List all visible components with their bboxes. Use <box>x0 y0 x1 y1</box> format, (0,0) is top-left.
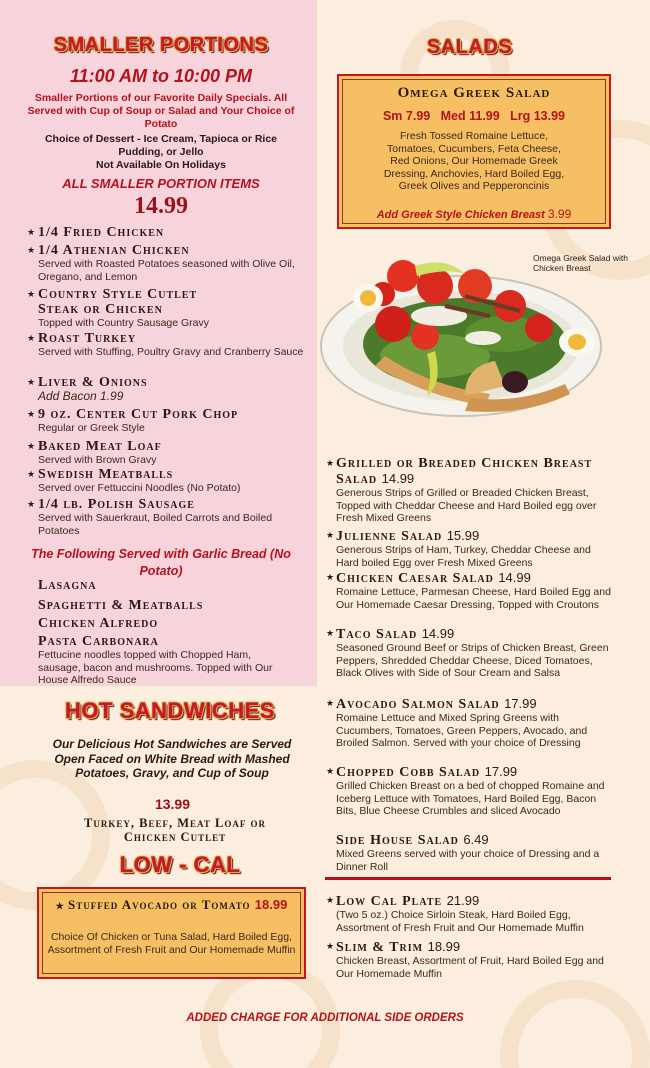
star-icon: ★ <box>326 530 335 540</box>
greek-salad-name: Omega Greek Salad <box>397 85 551 101</box>
list-item: ★ Liver & Onions Add Bacon 1.99 <box>27 375 148 403</box>
star-icon: ★ <box>27 245 36 255</box>
list-item: Spaghetti & Meatballs <box>38 598 204 613</box>
star-icon: ★ <box>326 628 335 638</box>
smaller-items-list <box>0 225 317 539</box>
star-icon: ★ <box>326 698 335 708</box>
star-icon: ★ <box>27 333 36 343</box>
star-icon: ★ <box>27 409 36 419</box>
smaller-portions-title: SMALLER PORTIONS <box>53 34 269 56</box>
stuffed-avocado-name: Stuffed Avocado or Tomato <box>67 897 251 912</box>
greek-salad-addon-price: 3.99 <box>547 207 572 221</box>
garlic-bread-heading: The Following Served with Garlic Bread (No Potato) <box>31 547 291 578</box>
greek-salad-box <box>337 74 611 229</box>
greek-salad-sizes: Sm 7.99 Med 11.99 Lrg 13.99 <box>382 109 566 123</box>
stuffed-avocado-description: Choice Of Chicken or Tuna Salad, Hard Boiled Egg, Assortment of Fresh Fruit and Our Homemade Muffin <box>47 931 296 956</box>
list-item: ★ 1/4 Athenian Chicken Served with Roasted Potatoes seasoned with Olive Oil, Oregano, and Lemon <box>27 243 295 283</box>
decorative-swirl <box>500 980 650 1068</box>
list-item: ★ Roast Turkey Served with Stuffing, Poultry Gravy and Cranberry Sauce <box>27 331 304 358</box>
carbonara-description: Fettucine noodles topped with Chopped Ham, sausage, bacon and mushrooms. Topped with Our House Alfredo Sauce <box>38 649 273 686</box>
low-cal-items-list <box>317 893 650 980</box>
list-item: ★ Baked Meat Loaf Served with Brown Gravy <box>27 439 162 466</box>
list-item: ★ Chopped Cobb Salad 17.99 Grilled Chicken Breast on a bed of chopped Romaine and Iceberg Lettuce with Tomatoes, Hard Boiled Egg, Bacon Bits, Blue Cheese Crumbles and sliced Avocado <box>326 764 605 817</box>
greek-salad-description: Fresh Tossed Romaine Lettuce, Tomatoes, Cucumbers, Feta Cheese, Red Onions, Our Homemade Greek Dressing, Anchovies, Hard Boiled Egg, Greek Olives and Pepperoncinis <box>383 130 565 192</box>
footer-notice: ADDED CHARGE FOR ADDITIONAL SIDE ORDERS <box>186 1012 464 1024</box>
dessert-choice: Choice of Dessert - Ice Cream, Tapioca or Rice Pudding, or Jello <box>44 133 278 158</box>
list-item: ★ Grilled or Breaded Chicken Breast Salad 14.99 Generous Strips of Grilled or Breaded Chicken Breast, Topped with Cheddar Cheese and Hard Boiled egg over Fresh Mixed Greens <box>326 456 597 524</box>
star-icon: ★ <box>326 572 335 582</box>
list-item: ★ 1/4 lb. Polish Sausage Served with Sauerkraut, Boiled Carrots and Boiled Potatoes <box>27 497 273 537</box>
all-items-label: ALL SMALLER PORTION ITEMS <box>62 176 260 191</box>
not-available-notice: Not Available On Holidays <box>96 159 226 171</box>
star-icon: ★ <box>326 766 335 776</box>
star-icon: ★ <box>27 227 36 237</box>
star-icon: ★ <box>27 377 36 387</box>
photo-caption: Omega Greek Salad with Chicken Breast <box>533 253 628 273</box>
stuffed-avocado-box <box>37 887 306 979</box>
list-item: ★ Taco Salad 14.99 Seasoned Ground Beef or Strips of Chicken Breast, Green Peppers, Shredded Cheddar Cheese, Diced Tomatoes, Black Olives with Side of Sour Cream and Salsa <box>326 626 609 679</box>
stuffed-avocado-price: 18.99 <box>254 897 288 912</box>
star-icon: ★ <box>326 895 335 905</box>
smaller-intro: Smaller Portions of our Favorite Daily Specials. All Served with Cup of Soup or Salad and Your Choice of Potato <box>27 92 295 130</box>
list-item: Pasta Carbonara <box>38 634 159 649</box>
star-icon: ★ <box>326 941 335 951</box>
list-item: ★ Swedish Meatballs Served over Fettuccini Noodles (No Potato) <box>27 467 241 494</box>
star-icon: ★ <box>27 441 36 451</box>
hours: 11:00 AM to 10:00 PM <box>69 66 253 86</box>
star-icon: ★ <box>27 469 36 479</box>
list-item: Lasagna <box>38 578 97 593</box>
list-item: ★ Chicken Caesar Salad 14.99 Romaine Lettuce, Parmesan Cheese, Hard Boiled Egg and Our Homemade Caesar Dressing, Topped with Croutons <box>326 570 611 611</box>
star-icon: ★ <box>27 499 36 509</box>
greek-salad-addon: Add Greek Style Chicken Breast <box>376 209 545 221</box>
salads-title: SALADS <box>426 36 513 58</box>
hot-sandwiches-description: Our Delicious Hot Sandwiches are Served Open Faced on White Bread with Mashed Potatoes, Gravy, and Cup of Soup <box>52 737 292 780</box>
list-item: ★ Julienne Salad 15.99 Generous Strips of Ham, Turkey, Cheddar Cheese and Hard boiled Egg over Fresh Mixed Greens <box>326 528 591 569</box>
hot-sandwiches-items: Turkey, Beef, Meat Loaf or Chicken Cutlet <box>84 816 266 844</box>
salad-items-list <box>317 456 650 872</box>
low-cal-title: LOW - CAL <box>119 852 241 877</box>
hot-sandwiches-price: 13.99 <box>154 796 191 812</box>
star-icon: ★ <box>55 901 68 911</box>
divider <box>325 877 611 880</box>
hot-sandwiches-title: HOT SANDWICHES <box>65 698 275 723</box>
list-item: ★ 1/4 Fried Chicken <box>27 225 165 240</box>
list-item: ★ 9 oz. Center Cut Pork Chop Regular or Greek Style <box>27 407 239 434</box>
list-item: ★ Country Style Cutlet Steak or Chicken Topped with Country Sausage Gravy <box>27 287 210 329</box>
garlic-items-list <box>38 578 308 687</box>
list-item: ★ Avocado Salmon Salad 17.99 Romaine Lettuce and Mixed Spring Greens with Cucumbers, Tomatoes, Green Peppers, Avocado, and Broiled Salmon. Served with your choice of Dressing <box>326 696 588 749</box>
star-icon: ★ <box>326 458 335 468</box>
list-item: ★ Slim & Trim 18.99 Chicken Breast, Assortment of Fruit, Hard Boiled Egg and Our Homemade Muffin <box>326 939 604 980</box>
greek-salad-photo <box>315 246 615 436</box>
list-item: Chicken Alfredo <box>38 616 159 631</box>
list-item: ★ Low Cal Plate 21.99 (Two 5 oz.) Choice Sirloin Steak, Hard Boiled Egg, Assortment of Fresh Fruit and Our Homemade Muffin <box>326 893 584 934</box>
smaller-price: 14.99 <box>134 193 188 219</box>
list-item: Side House Salad 6.49 Mixed Greens served with your choice of Dressing and a Dinner Roll <box>336 832 600 873</box>
star-icon: ★ <box>27 289 36 299</box>
